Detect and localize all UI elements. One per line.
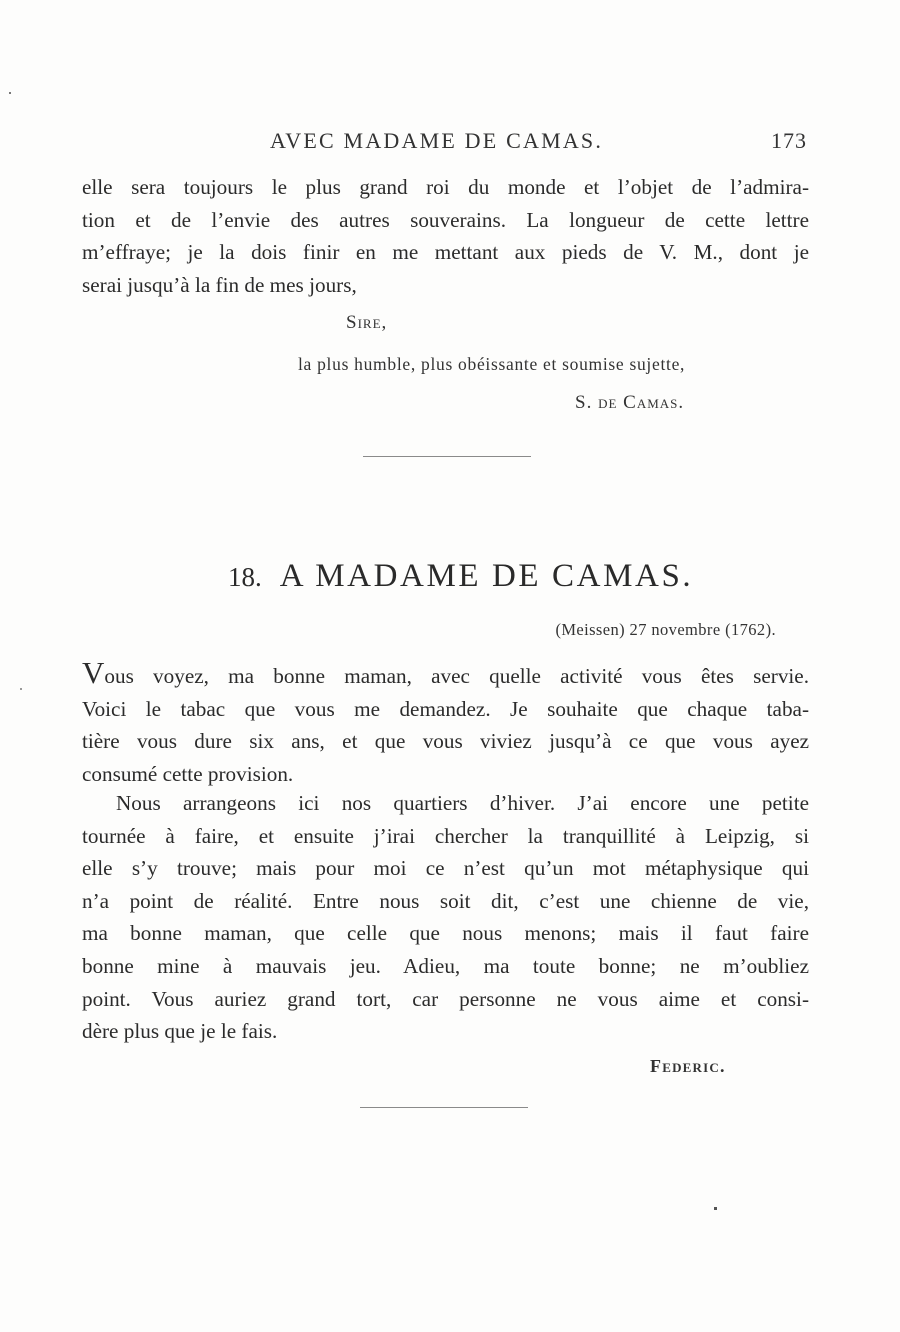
text-line: tion et de l’envie des autres souverains. La longueur de cette lettre [82,207,809,232]
text-line [82,657,809,693]
text-line: n’a point de réalité. Entre nous soit dit, c’est une chienne de vie, [82,888,809,913]
text-fragment: ous voyez, ma bonne maman, avec quelle activité vous êtes servie. [104,664,809,688]
signature-camas: S. de Camas. [575,392,685,413]
text-line: ma bonne maman, que celle que nous menons; mais il faut faire [82,921,809,946]
running-title: AVEC MADAME DE CAMAS. [270,128,604,153]
text-line: elle sera toujours le plus grand roi du monde et l’objet de l’admira- [82,175,809,199]
previous-letter-continuation [82,171,809,301]
section-divider [363,456,531,457]
letter-title: A MADAME DE CAMAS. [279,558,694,594]
text-line: m’effraye; je la dois finir en me mettant aux pieds de V. M., dont je [82,240,809,265]
text-line: bonne mine à mauvais jeu. Adieu, ma toute bonne; ne m’oubliez [82,953,809,978]
text-line: consumé cette provision. [82,761,294,786]
text-line: Voici le tabac que vous me demandez. Je souhaite que chaque taba- [82,696,809,721]
text-line: elle s’y trouve; mais pour moi ce n’est qu’un mot métaphysique qui [82,856,809,881]
print-speck [9,92,11,94]
letter-number: 18. [228,562,262,592]
section-divider [360,1107,528,1108]
print-speck [20,688,22,690]
letter-paragraph-1 [82,657,809,790]
text-line: Nous arrangeons ici nos quartiers d’hiver. J’ai encore une petite [116,791,809,815]
text-line: point. Vous auriez grand tort, car personne ne vous aime et consi- [82,986,809,1011]
running-head [270,128,815,158]
letter-paragraph-2 [82,787,809,1048]
text-line: tière vous dure six ans, et que vous viviez jusqu’à ce que vous ayez [82,729,809,754]
salutation: Sire, [346,312,388,333]
print-speck [714,1207,717,1210]
drop-cap: V [82,655,105,690]
closing-formula: la plus humble, plus obéissante et soumise sujette, [298,354,686,374]
text-line: dère plus que je le fais. [82,1019,278,1044]
text-line: serai jusqu’à la fin de mes jours, [82,272,357,297]
dateline: (Meissen) 27 novembre (1762). [555,620,776,639]
page-number: 173 [771,128,807,153]
letter-heading [228,558,693,595]
text-line: tournée à faire, et ensuite j’irai chercher la tranquillité à Leipzig, si [82,823,809,848]
signature-federic: Federic. [650,1056,726,1076]
